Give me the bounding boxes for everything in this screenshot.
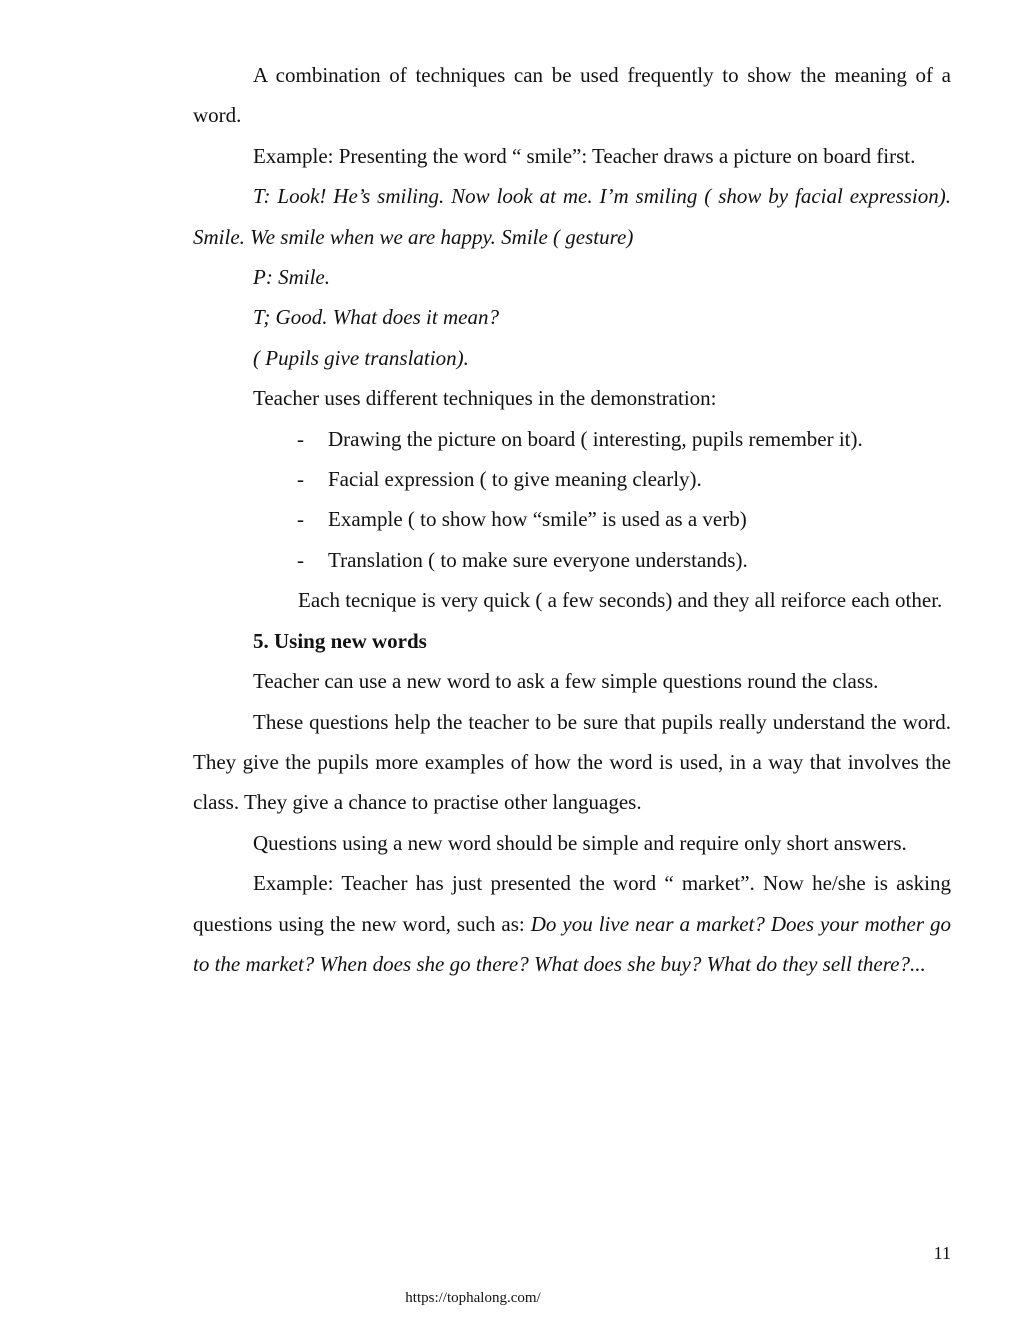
paragraph-techniques-intro: Teacher uses different techniques in the demonstration:: [253, 386, 717, 411]
list-item-text: Facial expression ( to give meaning clearly).: [328, 467, 702, 492]
list-item: [193, 459, 951, 499]
page-number: 11: [933, 1243, 951, 1263]
paragraph-simple-questions: Questions using a new word should be simple and require only short answers.: [253, 830, 907, 855]
dialogue-teacher-line: T: Look! He’s smiling. Now look at me. I’m smiling ( show by facial expression). Smile. We smile when we are happy. Smile ( gesture): [193, 184, 951, 249]
market-example-questions: Do you live near a market? Does your mother go to the market? When does she go there? What does she buy? What do they sell there?...: [193, 911, 952, 976]
list-item-text: Translation ( to make sure everyone understands).: [328, 547, 748, 572]
paragraph-market-example: [193, 863, 951, 984]
dialogue-pupil-line: P: Smile.: [253, 265, 330, 290]
bullet-dash: -: [297, 467, 304, 492]
paragraph-example-smile: Example: Presenting the word “ smile”: Teacher draws a picture on board first.: [253, 143, 916, 168]
paragraph-combination: A combination of techniques can be used frequently to show the meaning of a word.: [193, 63, 951, 128]
paragraph-questions-help: These questions help the teacher to be sure that pupils really understand the word. They give the pupils more examples of how the word is used, in a way that involves the class. They give a chance to practise other languages.: [193, 709, 951, 815]
techniques-list: [193, 419, 951, 581]
dialogue-teacher-question: T; Good. What does it mean?: [253, 305, 499, 330]
bullet-dash: -: [297, 426, 304, 451]
list-item-text: Drawing the picture on board ( interesting, pupils remember it).: [328, 426, 863, 451]
footer-url: https://tophalong.com/: [405, 1290, 541, 1306]
section-heading: 5. Using new words: [253, 628, 427, 653]
list-item: [193, 499, 951, 539]
list-item: [193, 419, 951, 459]
bullet-dash: -: [297, 507, 304, 532]
paragraph-ask-questions: Teacher can use a new word to ask a few simple questions round the class.: [253, 669, 879, 694]
document-body: [193, 55, 951, 984]
techniques-note: Each tecnique is very quick ( a few seconds) and they all reiforce each other.: [298, 588, 943, 613]
market-example-lead: Example: Teacher has just presented the word “ market”. Now he/she is asking questions using the new word, such as:: [193, 871, 951, 936]
bullet-dash: -: [297, 547, 304, 572]
list-item: [193, 540, 951, 580]
dialogue-stage-note: ( Pupils give translation).: [253, 345, 469, 370]
list-item-text: Example ( to show how “smile” is used as a verb): [328, 507, 747, 532]
